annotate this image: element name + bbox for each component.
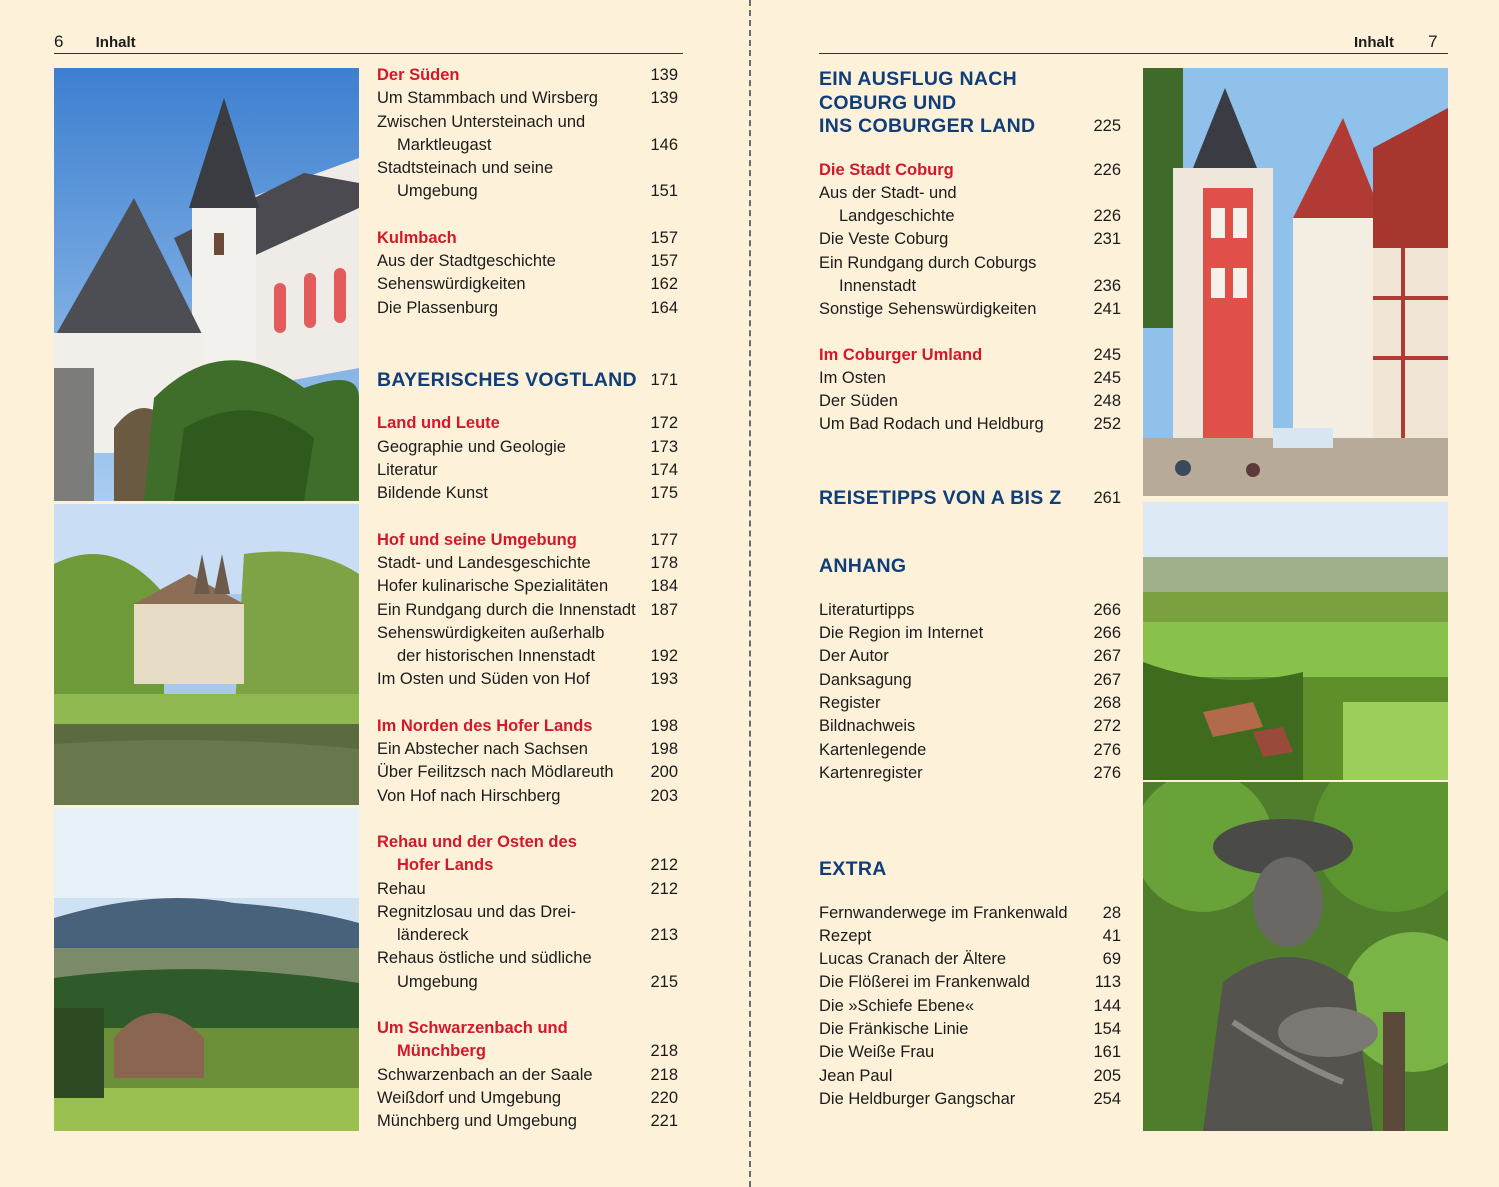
toc-entry-title: Ein Abstecher nach Sachsen	[377, 740, 588, 759]
extra-section	[819, 858, 1121, 1111]
toc-entry[interactable]	[377, 622, 678, 669]
toc-page-number: 268	[1093, 693, 1121, 712]
toc-page-number: 254	[1093, 1089, 1121, 1108]
toc-entry-title: Im Osten	[819, 368, 886, 387]
toc-page-number: 212	[650, 856, 678, 875]
toc-entry[interactable]	[377, 785, 678, 808]
toc-entry-title: Der Autor	[819, 647, 889, 666]
toc-page-number: 175	[650, 484, 678, 503]
toc-entry[interactable]	[819, 252, 1121, 299]
toc-entry[interactable]	[377, 599, 678, 622]
toc-entry[interactable]	[377, 575, 678, 598]
toc-entry[interactable]	[377, 297, 678, 320]
toc-page-number: 198	[650, 740, 678, 759]
toc-entry-title: Die Veste Coburg	[819, 230, 949, 249]
toc-entry[interactable]	[819, 925, 1121, 948]
toc-page-number: 28	[1102, 903, 1121, 922]
toc-page-number: 146	[650, 135, 678, 154]
toc-entry-title: Weißdorf und Umgebung	[377, 1088, 562, 1107]
toc-entry-title: Um Schwarzenbach und Münchberg	[377, 1019, 568, 1061]
toc-page-number: 193	[650, 670, 678, 689]
toc-entry[interactable]	[819, 948, 1121, 971]
toc-entry-title: Rezept	[819, 926, 872, 945]
toc-entry-title: Die Weiße Frau	[819, 1043, 935, 1062]
toc-entry[interactable]	[819, 692, 1121, 715]
toc-page-number: 184	[650, 577, 678, 596]
toc-page-number: 172	[650, 414, 678, 433]
toc-entry-title: Ein Rundgang durch die Innenstadt	[377, 600, 636, 619]
toc-entry-title: Fernwanderwege im Frankenwald	[819, 903, 1068, 922]
toc-entry-title: Sehenswürdigkeiten außerhalb der historischen Innenstadt	[377, 623, 605, 666]
toc-page-number: 144	[1093, 996, 1121, 1015]
toc-entry[interactable]	[377, 1110, 678, 1133]
toc-entry[interactable]	[819, 390, 1121, 413]
landscape-photo	[54, 808, 359, 1131]
coburg-houses-photo	[1143, 68, 1448, 496]
toc-page-number: 69	[1102, 950, 1121, 969]
left-page	[0, 0, 748, 1187]
toc-page-number: 161	[1093, 1043, 1121, 1062]
toc-entry[interactable]	[819, 1065, 1121, 1088]
toc-entry[interactable]	[819, 645, 1121, 668]
right-toc	[819, 68, 1121, 785]
toc-page-number: 218	[650, 1042, 678, 1061]
toc-entry[interactable]	[819, 762, 1121, 785]
toc-page-number: 245	[1093, 345, 1121, 364]
toc-entry-title: Stadtsteinach und seine Umgebung	[377, 159, 554, 201]
toc-entry-title: Die »Schiefe Ebene«	[819, 996, 975, 1015]
toc-entry-title: Sehenswürdigkeiten	[377, 275, 526, 294]
extra-list	[819, 902, 1121, 1112]
toc-entry-title: Land und Leute	[377, 414, 500, 433]
toc-section-heading[interactable]	[377, 64, 678, 87]
toc-section-heading[interactable]	[377, 831, 678, 878]
toc-entry[interactable]	[377, 761, 678, 784]
toc-entry-title: Lucas Cranach der Ältere	[819, 950, 1007, 969]
toc-page-number: 157	[650, 228, 678, 247]
toc-entry-title: Rehaus östliche und südliche Umgebung	[377, 949, 592, 991]
river-town-photo	[54, 504, 359, 805]
toc-entry-title: Aus der Stadt- und Landgeschichte	[819, 183, 957, 226]
toc-entry-title: Rehau und der Osten des Hofer Lands	[377, 832, 577, 875]
toc-entry[interactable]	[819, 902, 1121, 925]
toc-entry[interactable]	[377, 878, 678, 901]
toc-entry-title: REISETIPPS VON A BIS Z	[819, 486, 1062, 509]
toc-entry[interactable]	[377, 87, 678, 110]
toc-page-number: 226	[1093, 207, 1121, 226]
toc-entry-title: Im Norden des Hofer Lands	[377, 716, 593, 735]
toc-chapter-heading[interactable]	[377, 369, 678, 393]
toc-page-number: 171	[650, 371, 678, 390]
toc-entry[interactable]	[377, 250, 678, 273]
toc-page-number: 213	[650, 926, 678, 945]
toc-entry-title: Um Stammbach und Wirsberg	[377, 89, 598, 108]
toc-page-number: 252	[1093, 415, 1121, 434]
toc-entry[interactable]	[377, 901, 678, 948]
toc-entry-title: Zwischen Untersteinach und Marktleugast	[377, 112, 586, 154]
toc-page-number: 187	[650, 600, 678, 619]
toc-entry[interactable]	[819, 298, 1121, 321]
toc-entry-title: Aus der Stadtgeschichte	[377, 252, 556, 271]
toc-page-number: 272	[1093, 717, 1121, 736]
toc-entry[interactable]	[819, 669, 1121, 692]
aerial-landscape-photo	[1143, 502, 1448, 780]
toc-entry-title: Kartenregister	[819, 763, 923, 782]
toc-entry[interactable]	[377, 738, 678, 761]
toc-page-number: 267	[1093, 670, 1121, 689]
toc-page-number: 154	[1093, 1019, 1121, 1038]
toc-entry[interactable]	[377, 111, 678, 158]
page-header-right	[1354, 32, 1438, 52]
toc-entry-title: Rehau	[377, 879, 426, 898]
toc-entry[interactable]	[377, 273, 678, 296]
toc-entry-title: Sonstige Sehenswürdigkeiten	[819, 300, 1037, 319]
toc-page-number: 203	[650, 786, 678, 805]
right-page	[752, 0, 1499, 1187]
toc-page-number: 276	[1093, 740, 1121, 759]
toc-entry[interactable]	[819, 1041, 1121, 1064]
toc-page-number: 41	[1102, 926, 1121, 945]
toc-chapter-heading[interactable]	[819, 555, 1121, 579]
toc-entry-title: Geographie und Geologie	[377, 437, 566, 456]
toc-entry-title: Kulmbach	[377, 228, 457, 247]
toc-section-heading[interactable]	[377, 1017, 678, 1064]
toc-entry[interactable]	[377, 482, 678, 505]
toc-entry-title: Der Süden	[377, 66, 460, 84]
toc-entry[interactable]	[819, 715, 1121, 738]
toc-entry-title: Hofer kulinarische Spezialitäten	[377, 577, 609, 596]
toc-entry-title: Münchberg und Umgebung	[377, 1112, 577, 1131]
toc-page-number: 113	[1094, 973, 1121, 992]
toc-entry-title: Die Stadt Coburg	[819, 160, 954, 179]
toc-entry-title: Register	[819, 693, 881, 712]
toc-section-heading[interactable]	[377, 227, 678, 250]
toc-chapter-heading[interactable]	[819, 68, 1121, 139]
toc-entry[interactable]	[377, 157, 678, 204]
toc-entry[interactable]	[377, 459, 678, 482]
toc-page-number: 177	[650, 530, 678, 549]
toc-section-heading[interactable]	[819, 344, 1121, 367]
toc-page-number: 225	[1093, 117, 1121, 136]
toc-entry-title: Im Coburger Umland	[819, 345, 983, 364]
toc-entry-title: Von Hof nach Hirschberg	[377, 786, 561, 805]
page-number-right: 7	[1428, 32, 1438, 51]
toc-chapter-heading[interactable]	[819, 487, 1121, 511]
toc-entry[interactable]	[819, 182, 1121, 229]
toc-entry[interactable]	[819, 995, 1121, 1018]
toc-entry-title: Regnitzlosau und das Drei- ländereck	[377, 902, 577, 945]
toc-page-number: 139	[650, 89, 678, 108]
statue-photo	[1143, 782, 1448, 1131]
toc-section-heading[interactable]	[377, 529, 678, 552]
page-gutter-divider	[749, 0, 751, 1187]
running-head-right: Inhalt	[1354, 34, 1394, 51]
toc-entry-title: Bildende Kunst	[377, 484, 488, 503]
toc-entry[interactable]	[819, 971, 1121, 994]
toc-entry[interactable]	[819, 367, 1121, 390]
toc-entry[interactable]	[819, 622, 1121, 645]
toc-page-number: 192	[650, 647, 678, 666]
header-rule-right	[819, 53, 1448, 54]
toc-entry-title: Die Heldburger Gangschar	[819, 1089, 1016, 1108]
toc-page-number: 221	[650, 1112, 678, 1131]
toc-page-number: 157	[650, 252, 678, 271]
toc-entry-title: Die Fränkische Linie	[819, 1019, 969, 1038]
toc-page-number: 164	[650, 298, 678, 317]
toc-entry-title: Bildnachweis	[819, 717, 916, 736]
toc-page-number: 200	[650, 763, 678, 782]
toc-page-number: 226	[1093, 160, 1121, 179]
toc-page-number: 139	[650, 66, 678, 84]
toc-entry-title: Die Flößerei im Frankenwald	[819, 973, 1030, 992]
toc-entry[interactable]	[377, 1087, 678, 1110]
toc-entry[interactable]	[819, 228, 1121, 251]
toc-page-number: 198	[650, 716, 678, 735]
toc-page-number: 236	[1093, 276, 1121, 295]
toc-entry[interactable]	[819, 599, 1121, 622]
toc-page-number: 267	[1093, 647, 1121, 666]
toc-entry-title: Über Feilitzsch nach Mödlareuth	[377, 763, 614, 782]
toc-entry-title: Schwarzenbach an der Saale	[377, 1065, 593, 1084]
toc-entry-title: Der Süden	[819, 392, 898, 411]
left-toc	[377, 64, 678, 1133]
toc-page-number: 151	[650, 182, 678, 201]
toc-entry[interactable]	[377, 668, 678, 691]
toc-page-number: 241	[1093, 300, 1121, 319]
toc-entry-title: Ein Rundgang durch Coburgs Innenstadt	[819, 253, 1037, 295]
toc-section-heading[interactable]	[819, 159, 1121, 182]
toc-entry-title: Kartenlegende	[819, 740, 927, 759]
toc-entry-title: Literatur	[377, 461, 438, 480]
toc-page-number: 245	[1093, 368, 1121, 387]
toc-entry[interactable]	[819, 413, 1121, 436]
toc-page-number: 276	[1093, 763, 1121, 782]
toc-page-number: 220	[650, 1088, 678, 1107]
running-head-left: Inhalt	[95, 34, 136, 51]
toc-entry-title: BAYERISCHES VOGTLAND	[377, 368, 637, 391]
toc-entry-title: Literaturtipps	[819, 600, 915, 619]
toc-entry-title: ANHANG	[819, 555, 907, 578]
toc-page-number: 205	[1093, 1066, 1121, 1085]
church-photo	[54, 68, 359, 501]
toc-page-number: 162	[650, 275, 678, 294]
toc-entry-title: Stadt- und Landesgeschichte	[377, 553, 591, 572]
toc-entry-title: Jean Paul	[819, 1066, 893, 1085]
toc-page-number: 173	[650, 437, 678, 456]
toc-entry[interactable]	[377, 436, 678, 459]
extra-heading: EXTRA	[819, 858, 887, 880]
toc-entry-title: Im Osten und Süden von Hof	[377, 670, 590, 689]
toc-entry-title: EIN AUSFLUG NACH COBURG UND INS COBURGER LAND	[819, 68, 1036, 137]
toc-page-number: 174	[650, 461, 678, 480]
toc-entry[interactable]	[819, 1088, 1121, 1111]
toc-page-number: 248	[1093, 392, 1121, 411]
toc-entry-title: Die Region im Internet	[819, 624, 984, 643]
toc-entry[interactable]	[377, 947, 678, 994]
toc-entry[interactable]	[819, 739, 1121, 762]
page-header-left	[54, 32, 136, 52]
header-rule-left	[54, 53, 683, 54]
toc-page-number: 178	[650, 553, 678, 572]
toc-entry[interactable]	[819, 1018, 1121, 1041]
toc-section-heading[interactable]	[377, 412, 678, 435]
toc-page-number: 215	[650, 972, 678, 991]
toc-entry-title: Danksagung	[819, 670, 912, 689]
toc-entry-title: Hof und seine Umgebung	[377, 530, 577, 549]
toc-page-number: 261	[1093, 488, 1121, 507]
toc-section-heading[interactable]	[377, 715, 678, 738]
page-number-left: 6	[54, 32, 64, 51]
toc-entry-title: Um Bad Rodach und Heldburg	[819, 415, 1044, 434]
toc-page-number: 218	[650, 1065, 678, 1084]
toc-entry[interactable]	[377, 552, 678, 575]
toc-page-number: 231	[1093, 230, 1121, 249]
toc-page-number: 212	[650, 879, 678, 898]
toc-entry-title: Die Plassenburg	[377, 298, 499, 317]
toc-page-number: 266	[1093, 624, 1121, 643]
toc-page-number: 266	[1093, 600, 1121, 619]
toc-entry[interactable]	[377, 1064, 678, 1087]
